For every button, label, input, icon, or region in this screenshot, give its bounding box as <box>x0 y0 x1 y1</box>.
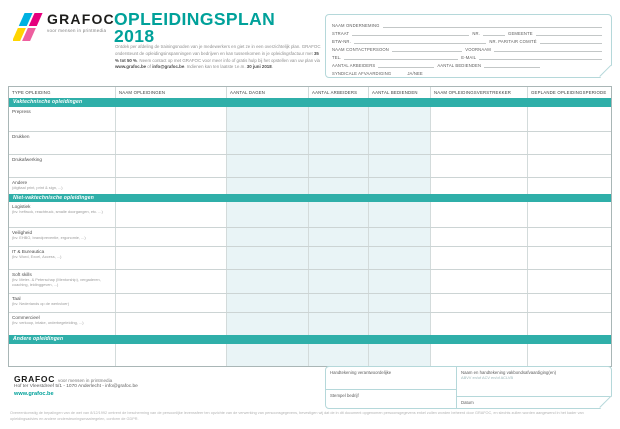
table-row-logistiek <box>9 202 611 227</box>
row-title: Soft skills <box>12 272 32 277</box>
logo-wordmark: GRAFOC <box>47 11 115 27</box>
contact-name-label: NAAM CONTACTPERSOON <box>332 46 389 52</box>
table-cell[interactable] <box>115 313 226 335</box>
city-label: GEMEENTE <box>508 30 533 36</box>
table-cell[interactable] <box>430 270 527 293</box>
table-cell[interactable] <box>430 132 527 154</box>
table-cell[interactable] <box>527 107 612 131</box>
table-row-andere <box>9 344 611 366</box>
phone-field[interactable] <box>344 55 458 60</box>
signature-box <box>325 366 612 409</box>
table-cell[interactable] <box>368 247 430 269</box>
table-cell[interactable] <box>430 313 527 335</box>
page-title <box>114 11 275 44</box>
date-cell[interactable] <box>457 396 611 408</box>
table-cell[interactable] <box>308 313 368 335</box>
joint-committee-label: NR. PARITAIR COMITÉ <box>489 38 537 44</box>
table-cell[interactable] <box>308 132 368 154</box>
table-cell[interactable] <box>226 155 308 177</box>
table-cell[interactable] <box>430 294 527 312</box>
table-cell[interactable] <box>115 247 226 269</box>
table-cell[interactable] <box>115 344 226 366</box>
union-signature-cell[interactable] <box>457 367 611 396</box>
company-info-box <box>325 14 612 78</box>
table-cell[interactable] <box>527 247 612 269</box>
table-cell[interactable] <box>308 270 368 293</box>
table-cell[interactable] <box>368 313 430 335</box>
table-cell[interactable] <box>226 228 308 246</box>
workers-count-label: AANTAL ARBEIDERS <box>332 63 376 69</box>
vat-field[interactable] <box>354 39 486 44</box>
joint-committee-field[interactable] <box>540 39 602 44</box>
table-cell[interactable] <box>115 294 226 312</box>
row-title: Taal <box>12 296 21 301</box>
table-cell[interactable] <box>226 178 308 194</box>
table-cell[interactable] <box>115 202 226 227</box>
table-cell[interactable] <box>527 344 612 366</box>
company-stamp-cell[interactable] <box>326 389 456 408</box>
company-name-field[interactable] <box>383 23 602 28</box>
table-cell[interactable] <box>527 132 612 154</box>
table-row-commercieel <box>9 312 611 335</box>
intro-paragraph <box>115 44 323 71</box>
number-label: NR. <box>472 30 481 36</box>
table-cell[interactable] <box>308 202 368 227</box>
street-field[interactable] <box>352 31 469 36</box>
col-header-aantal-arbeiders: AANTAL ARBEIDERS <box>308 87 368 98</box>
grafoc-logo <box>13 12 115 42</box>
deadline-date: 30 juni 2018 <box>246 64 272 70</box>
table-cell[interactable] <box>527 155 612 177</box>
contact-name-field[interactable] <box>392 47 462 52</box>
table-cell[interactable] <box>368 132 430 154</box>
col-header-naam-opleidingen: NAAM OPLEIDINGEN <box>115 87 226 98</box>
row-title: Drukafwerking <box>12 156 42 162</box>
table-cell[interactable] <box>430 247 527 269</box>
yes-no-option[interactable]: JA/NEE <box>407 71 423 77</box>
table-cell[interactable] <box>115 107 226 131</box>
table-cell[interactable] <box>115 178 226 194</box>
col-header-type-opleiding: TYPE OPLEIDING <box>12 89 51 95</box>
first-name-label: VOORNAAM <box>465 46 491 52</box>
table-cell[interactable] <box>308 155 368 177</box>
clerks-count-label: AANTAL BEDIENDEN <box>437 63 482 69</box>
company-name-label: NAAM ONDERNEMING <box>332 22 380 28</box>
number-field[interactable] <box>483 31 505 36</box>
table-cell[interactable] <box>226 107 308 131</box>
table-cell[interactable] <box>527 270 612 293</box>
row-subtitle: (bv. Word, Excel, Access, ...) <box>12 254 62 260</box>
date-label: Datum <box>461 399 474 405</box>
table-cell[interactable] <box>430 228 527 246</box>
table-cell[interactable] <box>368 202 430 227</box>
table-cell[interactable] <box>226 294 308 312</box>
section-band-andere: Andere opleidingen <box>9 335 611 344</box>
table-cell[interactable] <box>527 294 612 312</box>
field-row <box>332 20 605 28</box>
col-header-aantal-bedienden: AANTAL BEDIENDEN <box>368 87 430 98</box>
training-plan-table <box>8 86 612 367</box>
field-row <box>332 36 605 44</box>
intro-text: Ontdek per afdeling de trainingsnoden van je medewerkers en giet ze in een overzichtelijk plan. GRAFOC ondersteunt de opleidingsinspanningen van bedrijven en kan tussenkomen in je opleidingsfactuur met <box>115 44 321 56</box>
logo-tagline: voor mensen in printmedia <box>47 28 107 33</box>
table-cell[interactable] <box>115 270 226 293</box>
street-label: STRAAT <box>332 30 350 36</box>
footer-tagline: voor mensen in printmedia <box>58 378 113 383</box>
table-cell[interactable] <box>226 344 308 366</box>
table-cell[interactable] <box>308 107 368 131</box>
table-cell[interactable] <box>226 247 308 269</box>
row-title: Logistiek <box>12 204 31 209</box>
table-cell[interactable] <box>308 344 368 366</box>
intro-text: . Indienen kan ten laatste t.e.m. <box>184 64 247 70</box>
workers-count-field[interactable] <box>378 63 434 68</box>
table-cell[interactable] <box>527 313 612 335</box>
city-field[interactable] <box>536 31 602 36</box>
table-cell[interactable] <box>308 228 368 246</box>
row-subtitle: (bv. heftruck, reachtruck, smalle doorgangen, etc. ...) <box>12 209 103 215</box>
table-cell[interactable] <box>368 107 430 131</box>
row-title: Drukken <box>12 133 30 139</box>
legal-disclaimer: Overeenkomstig de bepalingen van de wet van 8/12/1992 omtrent de bescherming van de persoonlijke levenssfeer ten opzichte van de verwerking van persoonsgegevens, bevestigen wij dat de in dit document opgenomen persoonsgegevens enkel zullen worden beheerd door GRAFOC, en slechts zullen worden aangewend in het kader van opleidingsadvies en andere ondersteuningsmaatregelen, conform de GDPR. <box>10 411 584 422</box>
table-row-andere-vaktechnisch <box>9 177 611 194</box>
table-row-prepress <box>9 107 611 131</box>
table-row-veiligheid <box>9 227 611 246</box>
subsidy-percentage: 35 % tot 50 % <box>115 50 319 63</box>
col-header-aantal-dagen: AANTAL DAGEN <box>226 87 308 98</box>
field-row <box>332 44 605 52</box>
table-cell[interactable] <box>308 178 368 194</box>
grafoc-email-link[interactable]: info@grafoc.be <box>152 64 185 70</box>
table-cell[interactable] <box>226 270 308 293</box>
title-line2: 2018 <box>114 25 155 46</box>
table-row-taal <box>9 293 611 312</box>
table-cell[interactable] <box>115 155 226 177</box>
table-cell[interactable] <box>308 247 368 269</box>
signature-responsible-cell[interactable] <box>326 367 456 389</box>
table-cell[interactable] <box>430 155 527 177</box>
intro-text: . Neem contact op met GRAFOC voor meer info of gratis hulp bij het opstellen van uw plan via <box>136 57 320 63</box>
col-header-opleidingsperiode: GEPLANDE OPLEIDINGSPERIODE <box>527 87 612 98</box>
table-row-drukafwerking <box>9 154 611 177</box>
table-cell[interactable] <box>527 228 612 246</box>
table-cell[interactable] <box>368 344 430 366</box>
field-row <box>332 52 605 60</box>
footer-website-link[interactable]: www.grafoc.be <box>14 391 54 397</box>
table-cell[interactable] <box>430 202 527 227</box>
table-cell[interactable] <box>368 294 430 312</box>
field-row <box>332 60 605 68</box>
row-subtitle: (bv. Meter- & Peterschap (Mentorship), vergaderen, coaching, leidinggeven, ...) <box>12 277 101 287</box>
table-cell[interactable] <box>226 132 308 154</box>
union-delegation-label: SYNDICALE AFVAARDIGING <box>332 71 392 77</box>
table-cell[interactable] <box>430 344 527 366</box>
intro-text: of <box>146 64 153 70</box>
section-band-vaktechnisch: Vaktechnische opleidingen <box>9 98 611 107</box>
table-row-it-bureautica <box>9 246 611 269</box>
union-signature-label: Naam en handtekening vakbondsafvaardiging(en) <box>461 369 557 375</box>
row-subtitle: (bv. EHBO, brandpreventie, ergonomie, ...) <box>12 235 86 241</box>
union-options-label: ABVV en/of ACV en/of ACLVB <box>461 375 514 381</box>
table-cell[interactable] <box>368 178 430 194</box>
row-subtitle: (bv. Nederlands op de werkvloer) <box>12 301 70 307</box>
section-band-niet-vaktechnisch: Niet-vaktechnische opleidingen <box>9 194 611 203</box>
table-cell[interactable] <box>368 270 430 293</box>
company-stamp-label: Stempel bedrijf <box>330 392 359 398</box>
title-line1: OPLEIDINGSPLAN <box>114 9 276 29</box>
table-cell[interactable] <box>226 202 308 227</box>
row-subtitle: (digitaal print, print & sign, ...) <box>12 184 63 190</box>
col-header-opleidingsverstrekker: NAAM OPLEIDINGSVERSTREKKER <box>430 87 527 98</box>
table-cell[interactable] <box>308 294 368 312</box>
row-title: Veiligheid <box>12 230 33 235</box>
field-row <box>332 68 605 76</box>
row-title: Andere <box>12 179 28 185</box>
table-cell[interactable] <box>527 178 612 194</box>
signature-responsible-label: Handtekening verantwoordelijke <box>330 369 392 375</box>
vat-label: BTW-NR. <box>332 38 351 44</box>
clerks-count-field[interactable] <box>484 63 540 68</box>
table-cell[interactable] <box>115 132 226 154</box>
table-cell[interactable] <box>368 155 430 177</box>
table-row-drukken <box>9 131 611 154</box>
grafoc-website-link[interactable]: www.grafoc.be <box>115 64 147 70</box>
row-subtitle: (bv. verkoop, intake, orderbegeleiding, ...) <box>12 320 84 326</box>
grafoc-logo-icon <box>13 12 43 42</box>
table-row-soft-skills <box>9 269 611 293</box>
field-row <box>332 28 605 36</box>
footer-wordmark: GRAFOC <box>14 374 56 384</box>
row-title: Prepress <box>12 108 31 114</box>
footer-address: Hof ter Vleestdreef 5/1 - 1070 Anderlecht - info@grafoc.be <box>14 384 138 389</box>
row-title: IT & Bureautica <box>12 249 45 254</box>
table-cell[interactable] <box>115 228 226 246</box>
email-field[interactable] <box>479 55 602 60</box>
table-cell[interactable] <box>226 313 308 335</box>
table-cell[interactable] <box>527 202 612 227</box>
phone-label: TEL. <box>332 54 342 60</box>
table-cell[interactable] <box>368 228 430 246</box>
table-header-row <box>9 87 611 98</box>
table-cell[interactable] <box>430 178 527 194</box>
footer-brand <box>14 374 112 384</box>
intro-text: . <box>271 64 273 70</box>
email-label: E-MAIL <box>461 54 477 60</box>
row-title: Commercieel <box>12 315 40 320</box>
first-name-field[interactable] <box>494 47 602 52</box>
table-cell[interactable] <box>430 107 527 131</box>
